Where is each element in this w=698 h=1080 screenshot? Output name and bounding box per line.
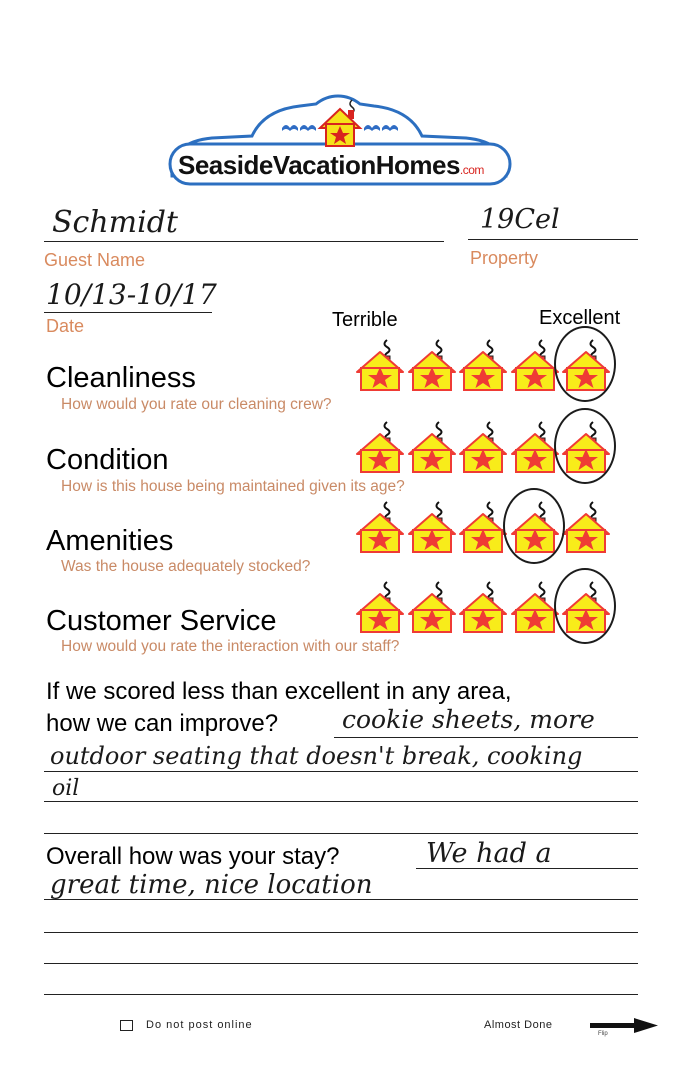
overall-answer-line1: We had a	[426, 838, 552, 869]
house-rating-icon[interactable]	[459, 580, 507, 634]
house-rating-icon[interactable]	[408, 420, 456, 474]
answer-line	[44, 771, 638, 772]
almost-done-label: Almost Done	[484, 1019, 553, 1031]
answer-line	[44, 899, 638, 900]
scale-high-label: Excellent	[539, 307, 621, 329]
rating-title: Condition	[46, 444, 169, 476]
selected-rating-circle	[503, 488, 565, 564]
answer-line	[44, 801, 638, 802]
house-rating-icon[interactable]	[511, 338, 559, 392]
rating-question: Was the house adequately stocked?	[61, 558, 311, 575]
improve-answer-line2: outdoor seating that doesn't break, cooking	[50, 742, 583, 770]
house-rating-icon[interactable]	[511, 580, 559, 634]
house-rating-icon[interactable]	[408, 580, 456, 634]
flip-label: Flip	[598, 1031, 608, 1037]
date-line	[44, 312, 212, 313]
house-rating-icon[interactable]	[356, 580, 404, 634]
house-rating-icon[interactable]	[562, 500, 610, 554]
do-not-post-checkbox[interactable]	[120, 1020, 133, 1031]
improve-answer-underline	[334, 737, 638, 738]
date-label: Date	[46, 316, 85, 336]
house-rating-icon[interactable]	[356, 500, 404, 554]
answer-line	[44, 963, 638, 964]
logo	[160, 92, 520, 192]
property-line	[468, 239, 638, 240]
rating-title: Cleanliness	[46, 362, 196, 394]
selected-rating-circle	[554, 326, 616, 402]
overall-question: Overall how was your stay?	[46, 843, 340, 870]
improve-answer-line1: cookie sheets, more	[342, 705, 595, 734]
rating-question: How would you rate our cleaning crew?	[61, 396, 332, 413]
property-value: 19Cel	[480, 204, 560, 235]
house-rating-icon[interactable]	[356, 338, 404, 392]
house-rating-icon[interactable]	[459, 500, 507, 554]
improve-question-line2: how we can improve?	[46, 710, 279, 737]
selected-rating-circle	[554, 408, 616, 484]
guest-name-label: Guest Name	[44, 250, 146, 270]
selected-rating-circle	[554, 568, 616, 644]
rating-title: Amenities	[46, 525, 174, 557]
house-rating-icon[interactable]	[356, 420, 404, 474]
house-rating-icon[interactable]	[459, 338, 507, 392]
house-rating-icon[interactable]	[511, 420, 559, 474]
guest-name-value: Schmidt	[52, 205, 178, 240]
house-rating-icon[interactable]	[408, 338, 456, 392]
date-value: 10/13-10/17	[46, 278, 217, 311]
arrow-right-icon	[590, 1018, 660, 1034]
overall-answer-line2: great time, nice location	[50, 870, 373, 900]
do-not-post-label: Do not post online	[146, 1019, 253, 1031]
answer-line	[44, 833, 638, 834]
rating-question: How is this house being maintained given its age?	[61, 478, 405, 495]
improve-question-line1: If we scored less than excellent in any area,	[46, 678, 512, 705]
scale-low-label: Terrible	[332, 309, 398, 331]
rating-question: How would you rate the interaction with our staff?	[61, 638, 400, 655]
rating-title: Customer Service	[46, 605, 277, 637]
house-rating-icon[interactable]	[408, 500, 456, 554]
answer-line	[44, 994, 638, 995]
overall-answer-underline	[416, 868, 638, 869]
answer-line	[44, 932, 638, 933]
house-rating-icon[interactable]	[459, 420, 507, 474]
guest-name-line	[44, 241, 444, 242]
property-label: Property	[470, 248, 539, 268]
logo-text: SeasideVacationHomes.com	[178, 150, 484, 180]
improve-answer-line3: oil	[52, 776, 80, 801]
